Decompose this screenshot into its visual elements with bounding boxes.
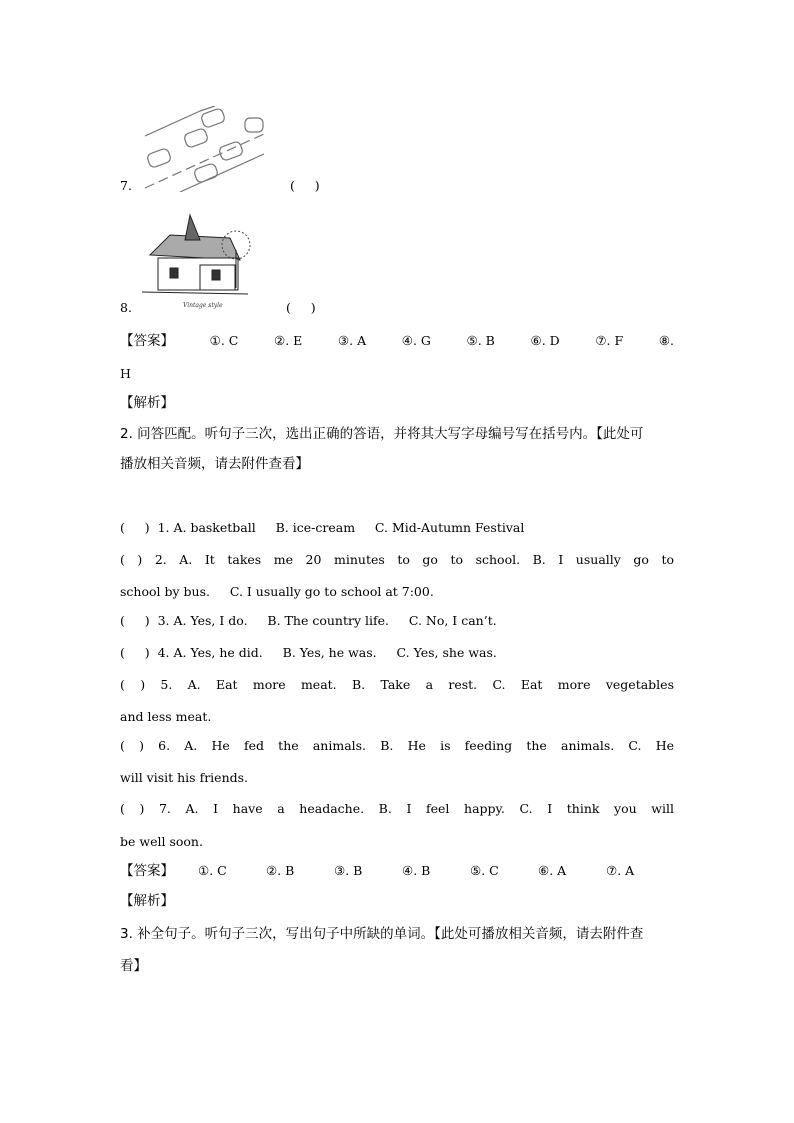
question-line: be well soon. [120, 834, 203, 849]
answer: ④. G [401, 333, 431, 348]
vintage-house-image [140, 210, 252, 300]
analysis-label: 【解析】 [120, 395, 174, 411]
answer: ①. C [209, 333, 239, 348]
answer: ⑥. A [538, 863, 567, 878]
answer: ⑦. A [606, 863, 635, 878]
answer: ③. B [334, 863, 363, 878]
question-line: will visit his friends. [120, 770, 249, 785]
answer: ③. A [337, 333, 367, 348]
question-line: and less meat. [120, 709, 212, 724]
question-line: ( ) 4. A. Yes, he did. B. Yes, he was. C. Yes, she was. [120, 645, 497, 660]
question-line: ( ) 2. A. It takes me 20 minutes to go to school. B. I usually go to [120, 552, 674, 567]
item-number: 8. [120, 300, 132, 315]
answer: ⑤. C [470, 863, 499, 878]
question-line: ( ) 7. A. I have a headache. B. I feel happy. C. I think you will [120, 801, 674, 816]
answer-wrap: H [120, 366, 131, 381]
answer: ②. E [274, 333, 303, 348]
q2-instruction: 播放相关音频，请去附件查看】 [120, 456, 309, 472]
answer-bracket: ( ) [290, 178, 320, 193]
answer: ②. B [266, 863, 295, 878]
answer-line-q2 [120, 863, 674, 879]
question-line: ( ) 1. A. basketball B. ice-cream C. Mid-Autumn Festival [120, 520, 525, 535]
q3-instruction: 3. 补全句子。听句子三次，写出句子中所缺的单词。【此处可播放相关音频，请去附件查 [120, 926, 644, 942]
item-number: 7. [120, 178, 132, 193]
item-7 [120, 178, 674, 194]
analysis-label: 【解析】 [120, 893, 174, 909]
answer-label: 【答案】 [120, 333, 174, 349]
answer-label: 【答案】 [120, 863, 174, 879]
question-line: ( ) 6. A. He fed the animals. B. He is feeding the animals. C. He [120, 738, 674, 753]
answer: ⑧. [658, 333, 674, 348]
item-8 [120, 300, 674, 316]
answer: ⑦. F [595, 333, 624, 348]
answer: ①. C [198, 863, 227, 878]
question-line: school by bus. C. I usually go to school at 7:00. [120, 584, 434, 599]
question-line: ( ) 3. A. Yes, I do. B. The country life. C. No, I can’t. [120, 613, 497, 628]
image-caption: Vintage style [183, 302, 223, 309]
question-line: ( ) 5. A. Eat more meat. B. Take a rest. C. Eat more vegetables [120, 677, 674, 692]
q3-instruction: 看】 [120, 958, 147, 974]
q2-instruction: 2. 问答匹配。听句子三次，选出正确的答语，并将其大写字母编号写在括号内。【此处可 [120, 426, 644, 442]
answer: ⑤. B [466, 333, 495, 348]
answer-line-q1 [120, 333, 674, 349]
answer: ⑥. D [530, 333, 560, 348]
answer: ④. B [402, 863, 431, 878]
answer-bracket: ( ) [286, 300, 316, 315]
